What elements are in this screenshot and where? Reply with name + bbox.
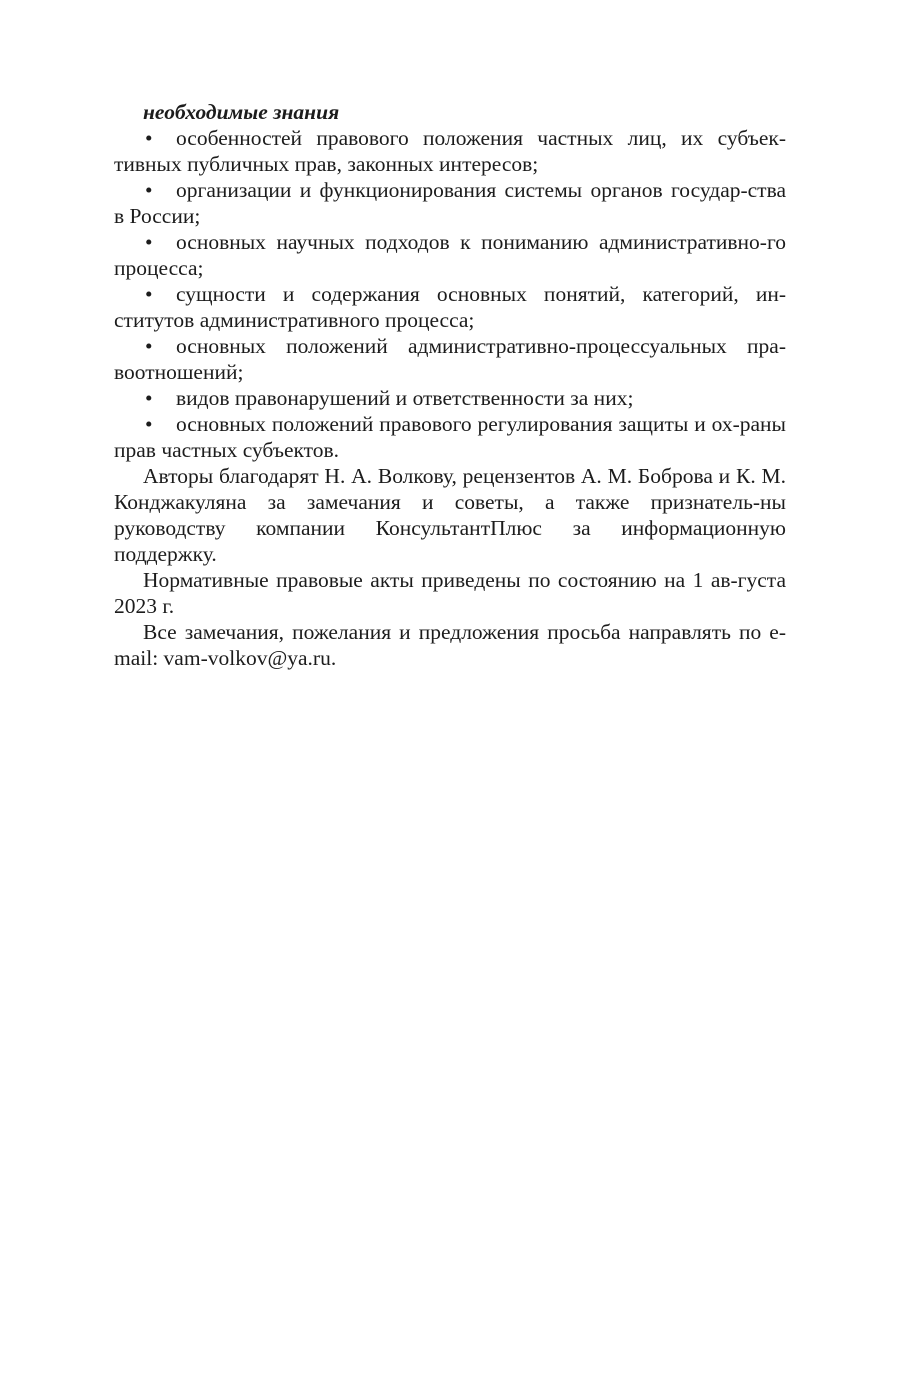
list-item-text: основных положений административно-процессуальных пра-воотношений; [114,334,786,384]
list-item [114,281,786,333]
list-item-text: основных научных подходов к пониманию административно-го процесса; [114,230,786,280]
bullet-icon: • [145,412,153,436]
list-item-text: организации и функционирования системы органов государ-ства в России; [114,178,786,228]
page-content [114,99,786,671]
bullet-icon: • [145,126,153,150]
list-item-text: особенностей правового положения частных лиц, их субъек-тивных публичных прав, законных интересов; [114,126,786,176]
bullet-icon: • [145,334,153,358]
bullet-icon: • [145,230,153,254]
contact-paragraph: Все замечания, пожелания и предложения просьба направлять по e-mail: vam-volkov@ya.ru. [114,620,786,670]
list-item [114,385,786,411]
list-item [114,229,786,281]
list-item [114,333,786,385]
section-heading: необходимые знания [143,100,340,124]
list-item [114,177,786,229]
list-item [114,125,786,177]
bullet-icon: • [145,386,153,410]
acknowledgements-paragraph: Авторы благодарят Н. А. Волкову, рецензентов А. М. Боброва и К. М. Конджакуляна за замечания и советы, а также признатель-ны руководству компании КонсультантПлюс за информационную поддержку. [114,464,786,566]
bullet-icon: • [145,282,153,306]
bullet-icon: • [145,178,153,202]
list-item-text: основных положений правового регулирования защиты и ох-раны прав частных субъектов. [114,412,786,462]
list-item-text: сущности и содержания основных понятий, категорий, ин-ститутов административного процесса; [114,282,786,332]
legislation-date-paragraph: Нормативные правовые акты приведены по состоянию на 1 ав-густа 2023 г. [114,568,786,618]
list-item [114,411,786,463]
list-item-text: видов правонарушений и ответственности за них; [176,386,634,410]
